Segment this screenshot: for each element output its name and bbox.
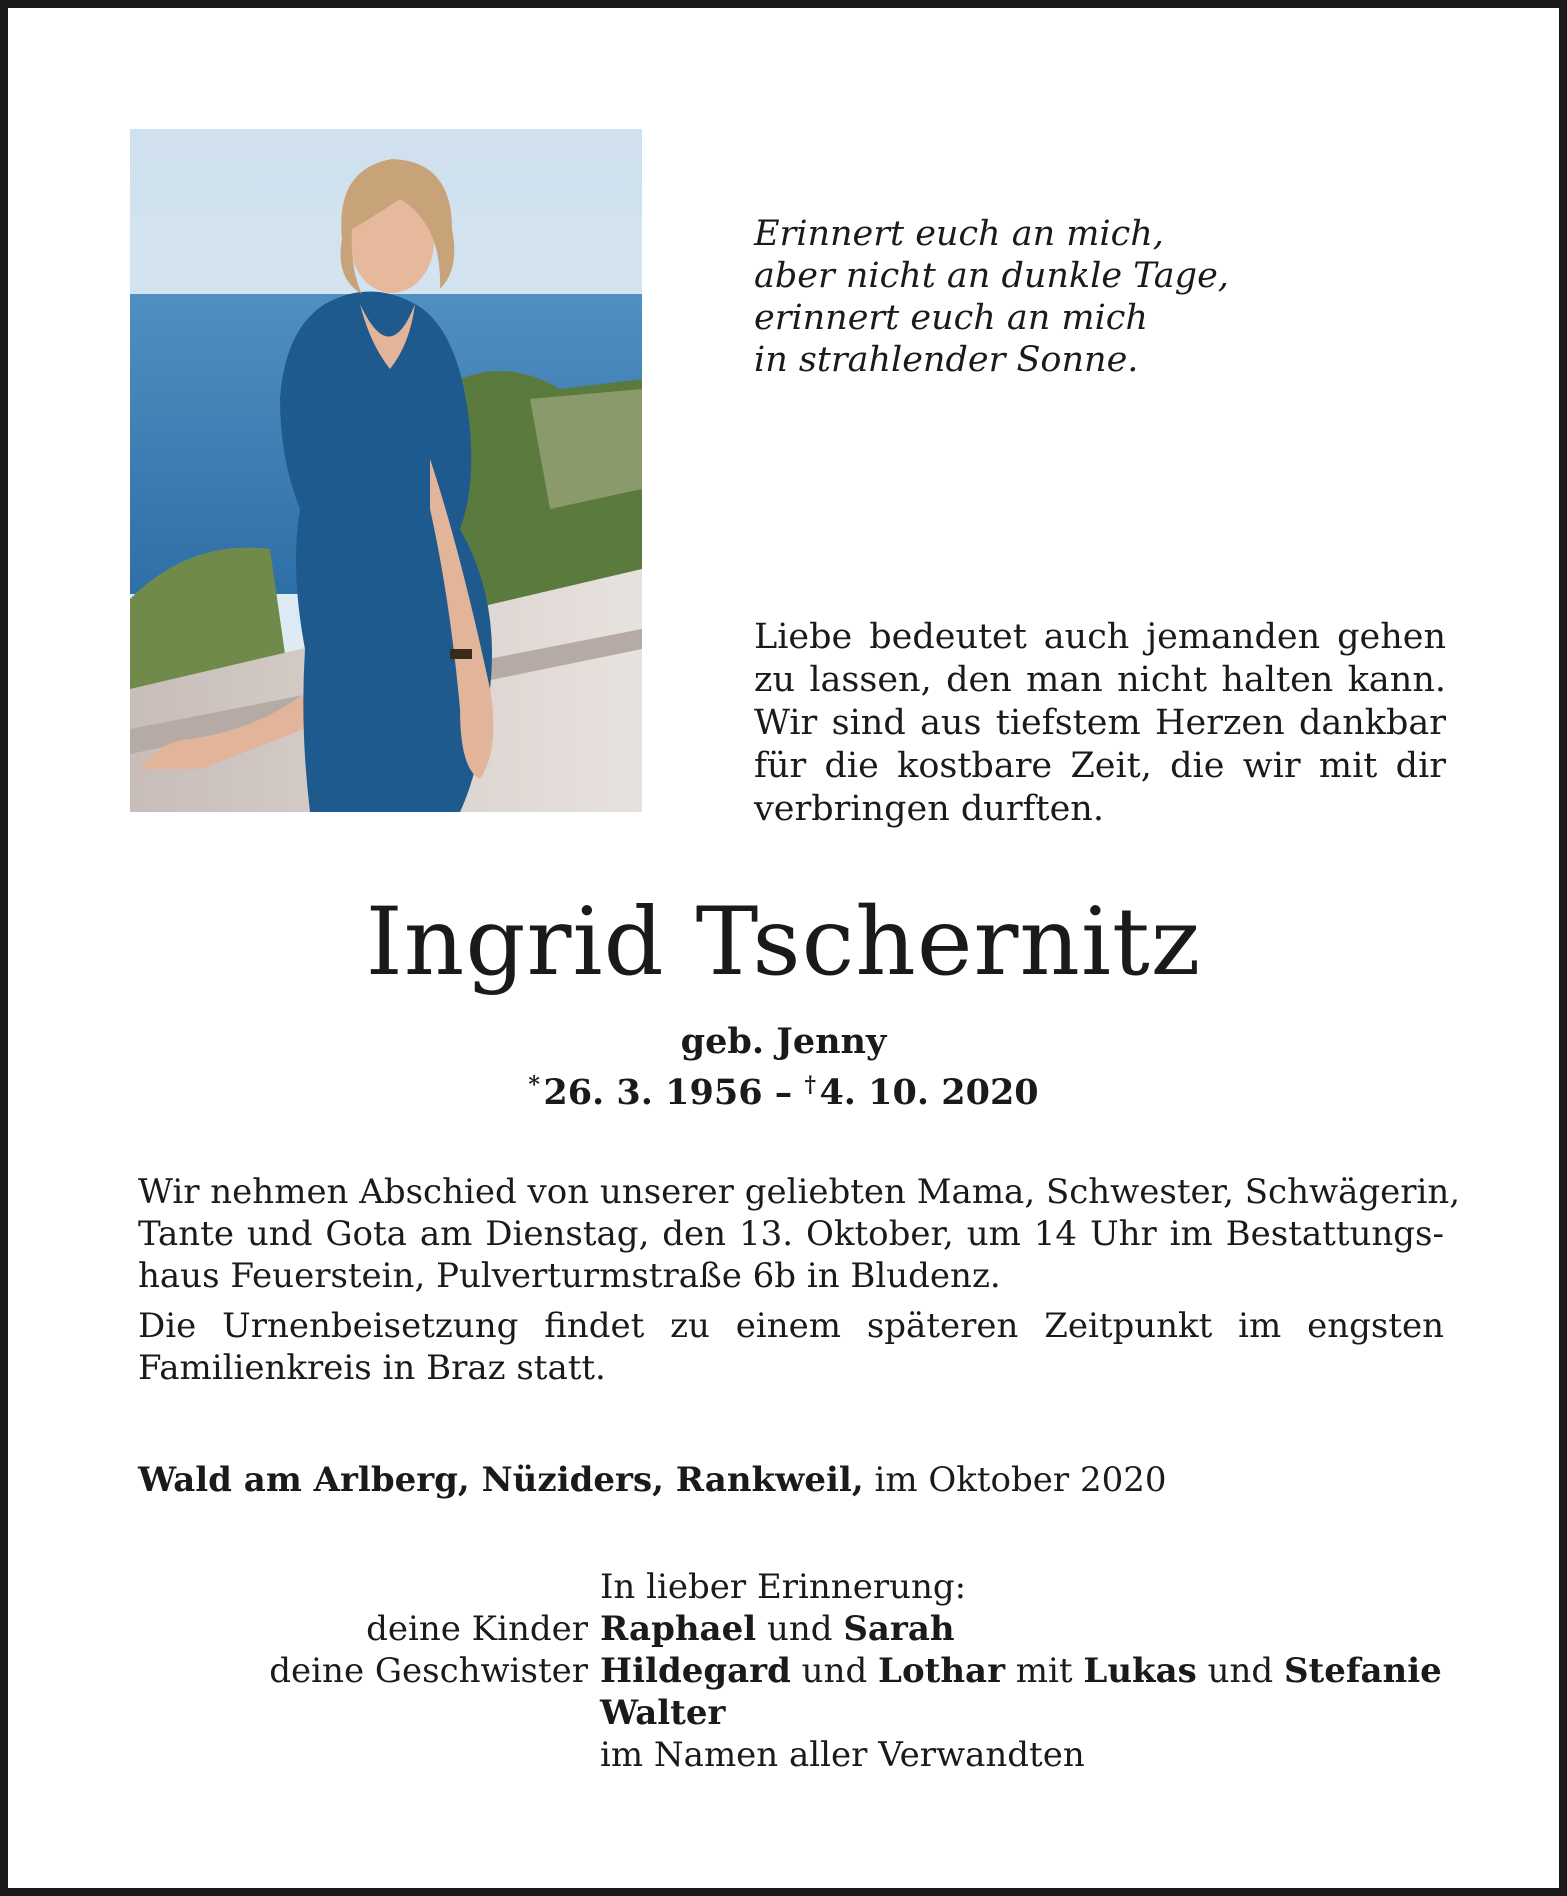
death-symbol: † <box>804 1072 816 1098</box>
child-name: Raphael <box>600 1609 757 1649</box>
signoff-closing: im Namen aller Verwandten <box>600 1735 1085 1775</box>
sibling-name: Lothar <box>878 1651 1005 1691</box>
quote-line: Liebe bedeutet auch jemanden gehen <box>754 617 1446 657</box>
place-date <box>138 1459 1166 1501</box>
child-name: Sarah <box>843 1609 955 1649</box>
announcement-line: Familienkreis in Braz statt. <box>138 1348 606 1388</box>
children-names <box>600 1608 1442 1650</box>
birth-date: 26. 3. 1956 <box>543 1072 763 1113</box>
life-dates <box>8 1064 1559 1114</box>
poem-line: aber nicht an dunkle Tage, <box>754 256 1229 296</box>
signoff <box>258 1566 1442 1776</box>
announcement <box>138 1171 1461 1389</box>
places: Wald am Arlberg, Nüziders, Rankweil, <box>138 1460 864 1500</box>
quote <box>754 616 1446 831</box>
signoff-row <box>258 1566 1442 1608</box>
portrait-illustration <box>130 129 642 812</box>
announcement-line: haus Feuerstein, Pulverturmstraße 6b in Bludenz. <box>138 1256 1001 1296</box>
signoff-row <box>258 1608 1442 1650</box>
announcement-line: Wir nehmen Abschied von unserer geliebten Mama, Schwester, Schwägerin, <box>138 1172 1461 1212</box>
mourners-table <box>258 1566 1442 1776</box>
announcement-line: Die Urnenbeisetzung findet zu einem späteren Zeitpunkt im engsten <box>138 1306 1444 1346</box>
siblings-names <box>600 1650 1442 1692</box>
signoff-row <box>258 1734 1442 1776</box>
poem <box>754 213 1229 381</box>
quote-line: für die kostbare Zeit, die wir mit dir <box>754 746 1446 786</box>
sibling-name: Hildegard <box>600 1651 791 1691</box>
relative-name: Lukas <box>1083 1651 1197 1691</box>
relative-name: Stefanie <box>1283 1651 1442 1691</box>
poem-line: erinnert euch an mich <box>754 298 1148 338</box>
birth-symbol: * <box>528 1072 540 1098</box>
date-text: im Oktober 2020 <box>863 1460 1167 1500</box>
siblings-label: deine Geschwister <box>269 1651 588 1691</box>
signoff-row <box>258 1650 1442 1692</box>
conjunction: und <box>1196 1651 1284 1691</box>
conjunction: mit <box>1005 1651 1084 1691</box>
announcement-line: Tante und Gota am Dienstag, den 13. Oktober, um 14 Uhr im Bestattungs- <box>138 1214 1444 1254</box>
maiden-name: geb. Jenny <box>680 1021 887 1062</box>
deceased-name: Ingrid Tschernitz <box>365 888 1202 997</box>
conjunction: und <box>756 1609 844 1649</box>
signoff-row <box>258 1692 1442 1734</box>
sibling-name <box>600 1692 1442 1734</box>
quote-line: Wir sind aus tiefstem Herzen dankbar <box>754 703 1446 743</box>
quote-line: verbringen durften. <box>754 789 1104 829</box>
poem-line: Erinnert euch an mich, <box>754 214 1164 254</box>
death-date: 4. 10. 2020 <box>819 1072 1039 1113</box>
children-label: deine Kinder <box>366 1609 588 1649</box>
sibling-name-text: Walter <box>600 1693 726 1733</box>
poem-line: in strahlender Sonne. <box>754 340 1139 380</box>
date-separator: – <box>762 1072 805 1113</box>
portrait-photo <box>130 129 642 812</box>
quote-line: zu lassen, den man nicht halten kann. <box>754 660 1446 700</box>
conjunction: und <box>790 1651 879 1691</box>
signoff-intro: In lieber Erinnerung: <box>600 1567 967 1607</box>
